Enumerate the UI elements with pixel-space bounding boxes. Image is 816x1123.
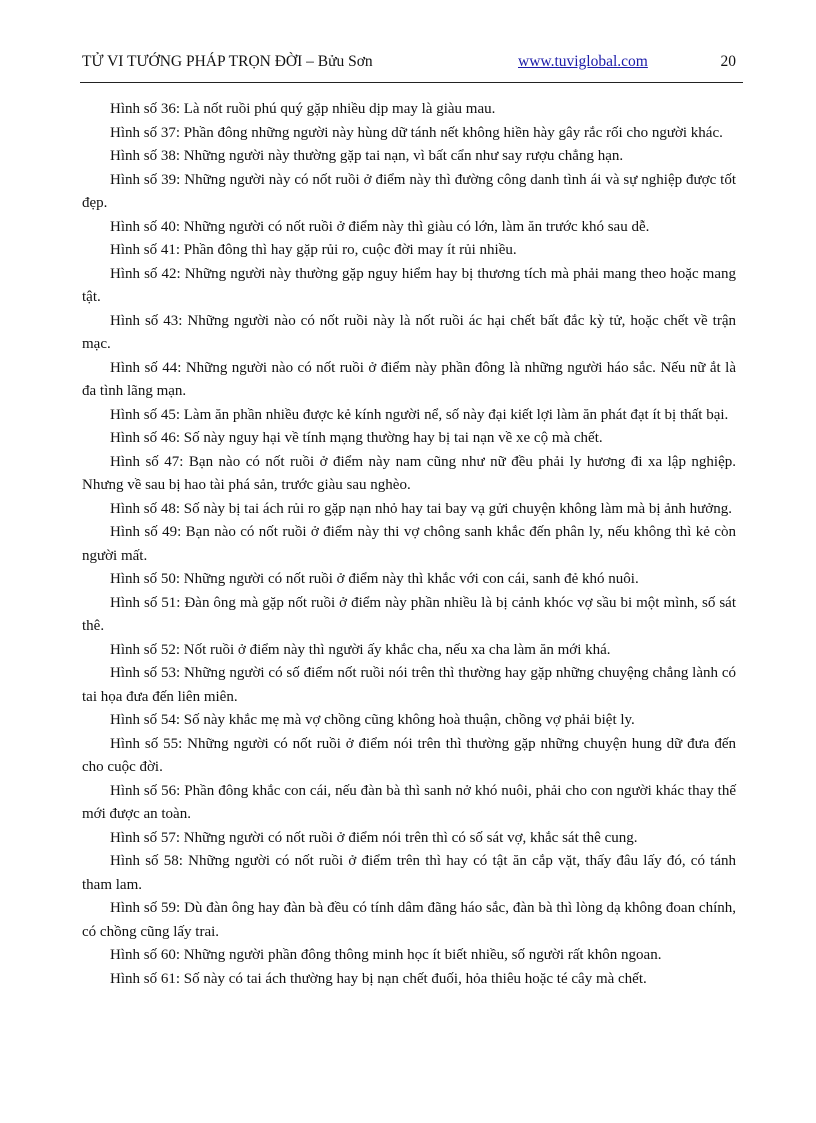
paragraph: Hình số 54: Số này khắc mẹ mà vợ chồng cũng không hoà thuận, chồng vợ phải biệt ly. xyxy=(110,712,635,728)
header-divider xyxy=(80,82,743,83)
page-header xyxy=(82,53,736,77)
paragraph: Hình số 52: Nốt ruồi ở điểm này thì người ấy khắc cha, nếu xa cha làm ăn mới khá. xyxy=(110,641,611,658)
paragraph: Hình số 38: Những người này thường gặp tai nạn, vì bất cẩn như say rượu chẳng hạn. xyxy=(110,148,624,164)
paragraph: Hình số 59: Dù đàn ông hay đàn bà đều có tính dâm đãng háo sắc, đàn bà thì lòng dạ không đoan chính, có chồng cũng lấy trai. xyxy=(82,900,736,940)
paragraph: Hình số 46: Số này nguy hại về tính mạng thường hay bị tai nạn về xe cộ mà chết. xyxy=(110,430,603,446)
paragraph: Hình số 41: Phần đông thì hay gặp rủi ro, cuộc đời may ít rủi nhiều. xyxy=(110,242,517,258)
paragraph: Hình số 50: Những người có nốt ruồi ở điểm này thì khắc với con cái, sanh đẻ khó nuôi. xyxy=(110,571,639,587)
paragraph: Hình số 60: Những người phần đông thông minh học ít biết nhiều, số người rất khôn ngoan. xyxy=(110,947,662,963)
paragraph: Hình số 43: Những người nào có nốt ruồi này là nốt ruồi ác hại chết bất đắc kỳ tử, hoặc chết về trận mạc. xyxy=(82,312,736,352)
paragraph: Hình số 47: Bạn nào có nốt ruồi ở điểm này nam cũng như nữ đều phải ly hương đi xa lập nghiệp. Nhưng về sau bị hao tài phá sản, trước giàu sau nghèo. xyxy=(82,453,736,493)
paragraph: Hình số 45: Làm ăn phần nhiều được kẻ kính người nể, số này đại kiết lợi làm ăn phát đạt ít bị thất bại. xyxy=(110,406,729,423)
paragraph: Hình số 58: Những người có nốt ruồi ở điểm trên thì hay có tật ăn cắp vặt, thấy đâu lấy đó, có tánh tham lam. xyxy=(82,853,736,893)
paragraph: Hình số 53: Những người có số điểm nốt ruồi nói trên thì thường hay gặp những chuyệng chẳng lành có tai họa đưa đến liên miên. xyxy=(82,665,736,705)
paragraph: Hình số 48: Số này bị tai ách rủi ro gặp nạn nhỏ hay tai bay vạ gửi chuyện không làm mà bị ảnh hưởng. xyxy=(110,500,732,517)
paragraph: Hình số 56: Phần đông khắc con cái, nếu đàn bà thì sanh nở khó nuôi, phải cho con người khác thay thế mới được an toàn. xyxy=(82,782,736,822)
paragraph: Hình số 55: Những người có nốt ruồi ở điểm nói trên thì thường gặp những chuyện hung dữ đưa đến cho cuộc đời. xyxy=(82,735,736,775)
paragraph: Hình số 36: Là nốt ruồi phú quý gặp nhiều dịp may là giàu mau. xyxy=(110,101,496,117)
paragraph: Hình số 42: Những người này thường gặp nguy hiểm hay bị thương tích mà phải mang theo hoặc mang tật. xyxy=(82,265,736,305)
paragraph: Hình số 49: Bạn nào có nốt ruồi ở điểm này thi vợ chông sanh khắc đến phân ly, nếu không thì kẻ còn người mất. xyxy=(82,524,736,564)
paragraph: Hình số 37: Phần đông những người này hùng dữ tánh nết không hiền hày gây rắc rối cho người khác. xyxy=(110,124,723,141)
page-number: 20 xyxy=(720,53,736,70)
paragraph: Hình số 61: Số này có tai ách thường hay bị nạn chết đuối, hỏa thiêu hoặc té cây mà chết. xyxy=(110,970,647,987)
website-link[interactable]: www.tuviglobal.com xyxy=(518,53,648,70)
paragraph: Hình số 40: Những người có nốt ruồi ở điểm này thì giàu có lớn, làm ăn trước khó sau dễ. xyxy=(110,218,650,235)
paragraph: Hình số 57: Những người có nốt ruồi ở điểm nói trên thì có số sát vợ, khắc sát thê cung. xyxy=(110,829,638,846)
paragraph: Hình số 39: Những người này có nốt ruồi ở điểm này thì đường công danh tình ái và sự nghiệp được tốt đẹp. xyxy=(82,171,736,211)
document-title: TỬ VI TƯỚNG PHÁP TRỌN ĐỜI – Bửu Sơn xyxy=(82,53,373,70)
paragraph: Hình số 44: Những người nào có nốt ruồi ở điểm này phần đông là những người háo sắc. Nếu nữ ắt là đa tình lãng mạn. xyxy=(82,359,736,399)
paragraph: Hình số 51: Đàn ông mà gặp nốt ruồi ở điểm này phần nhiều là bị cảnh khóc vợ sầu bi một mình, số sát thê. xyxy=(82,594,736,634)
document-body xyxy=(82,98,736,991)
